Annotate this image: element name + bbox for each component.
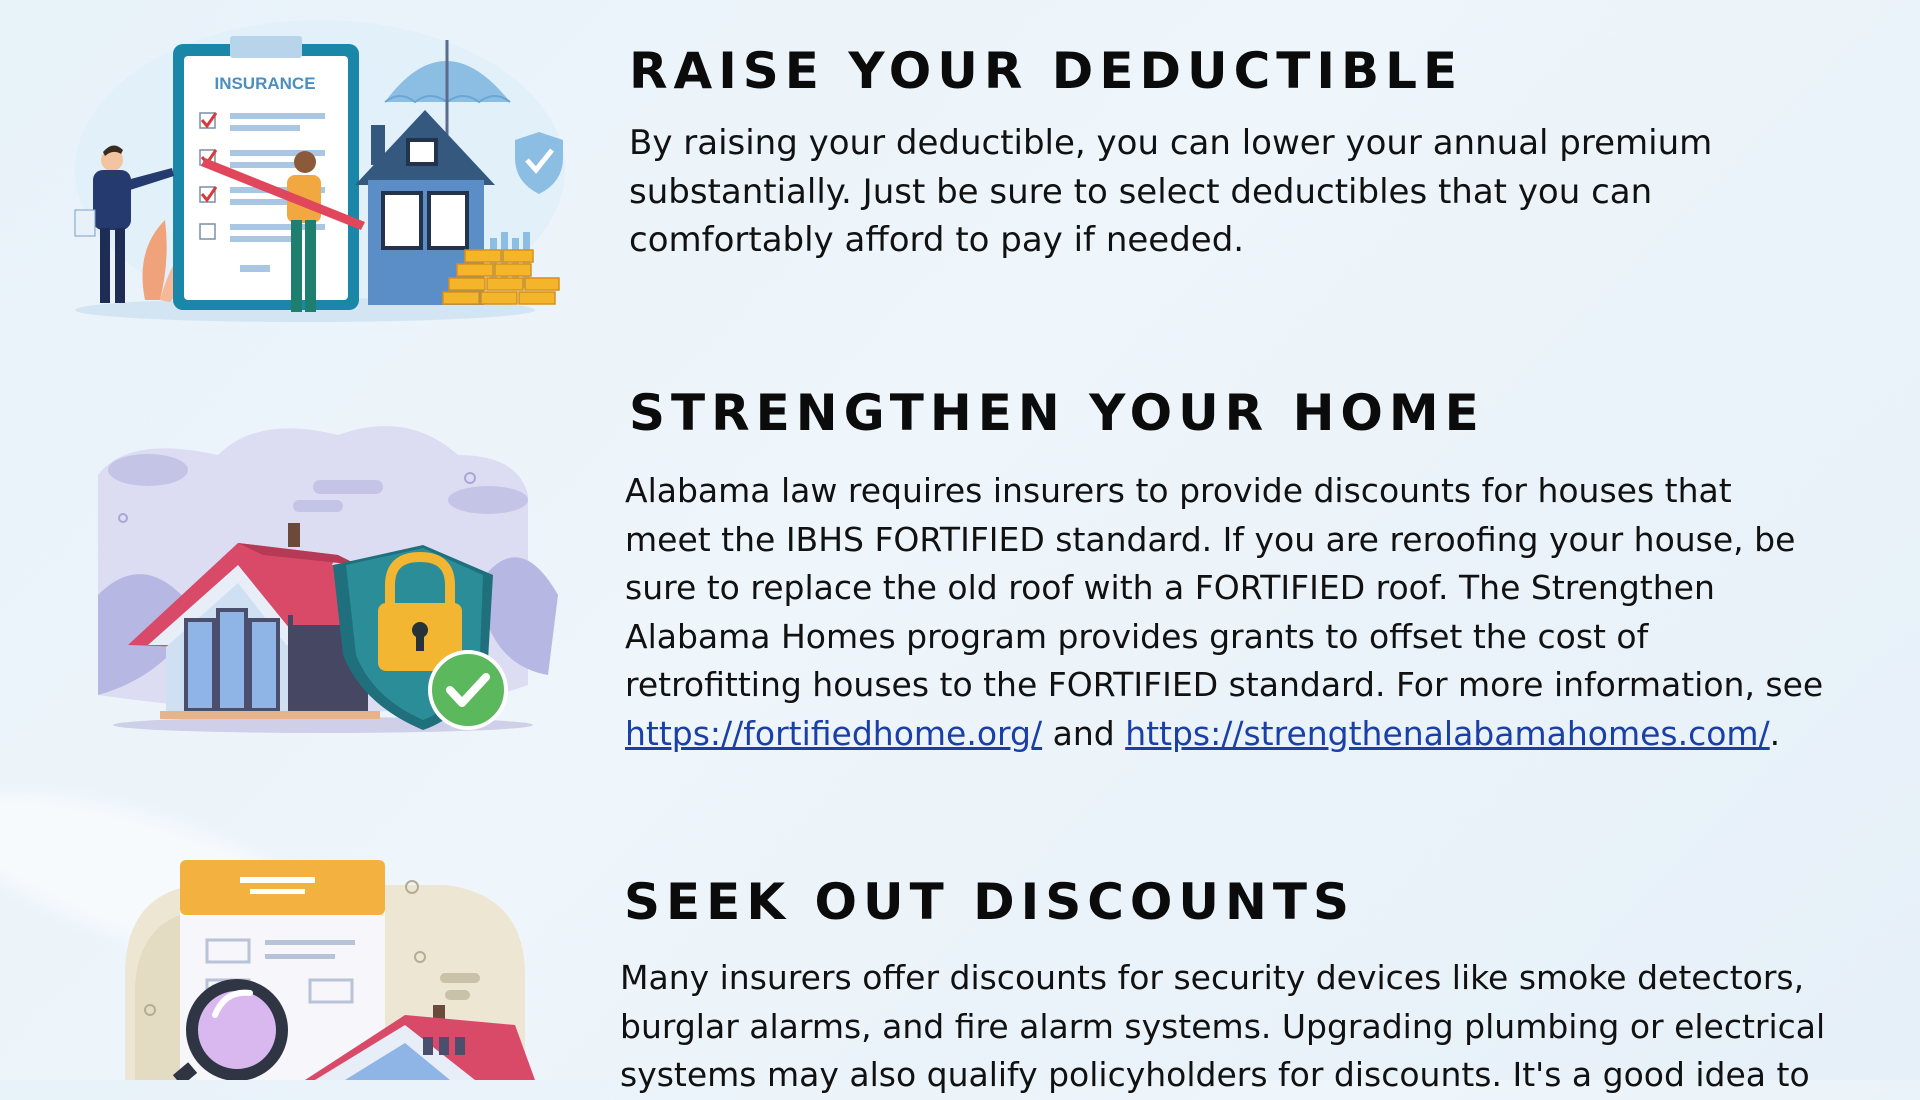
heading-raise-deductible: RAISE YOUR DEDUCTIBLE — [629, 42, 1464, 100]
fortifiedhome-link[interactable]: https://fortifiedhome.org/ — [625, 713, 1043, 753]
body-strengthen-home — [625, 467, 1825, 758]
insurance-clipboard-house-illustration — [65, 10, 575, 325]
strengthenalabamahomes-link[interactable]: https://strengthenalabamahomes.com/ — [1125, 713, 1770, 753]
body-raise-deductible: By raising your deductible, you can lower your annual premium substantially. Just be sure to select deductibles that you can comfortably afford to pay if needed. — [629, 123, 1713, 260]
end-punct: . — [1769, 713, 1781, 753]
clipboard-label: INSURANCE — [214, 74, 316, 93]
heading-strengthen-home: STRENGTHEN YOUR HOME — [629, 384, 1485, 442]
heading-seek-discounts: SEEK OUT DISCOUNTS — [624, 873, 1355, 931]
document-search-house-illustration — [115, 855, 545, 1080]
house-security-shield-illustration — [88, 415, 578, 735]
link-connector: and — [1052, 713, 1115, 753]
body-seek-discounts: Many insurers offer discounts for security devices like smoke detectors, burglar alarms, and fire alarm systems. Upgrading plumbing or electrical systems may also qualify policyholders for discounts. It's a good idea to — [620, 958, 1826, 1094]
body-strengthen-home-text: Alabama law requires insurers to provide discounts for houses that meet the IBHS FORTIFIED standard. If you are reroofing your house, be sure to replace the old roof with a FORTIFIED roof. The Strengthen Alabama Homes program provides grants to offset the cost of retrofitting houses to the FORTIFIED standard. For more information, see — [625, 471, 1824, 704]
